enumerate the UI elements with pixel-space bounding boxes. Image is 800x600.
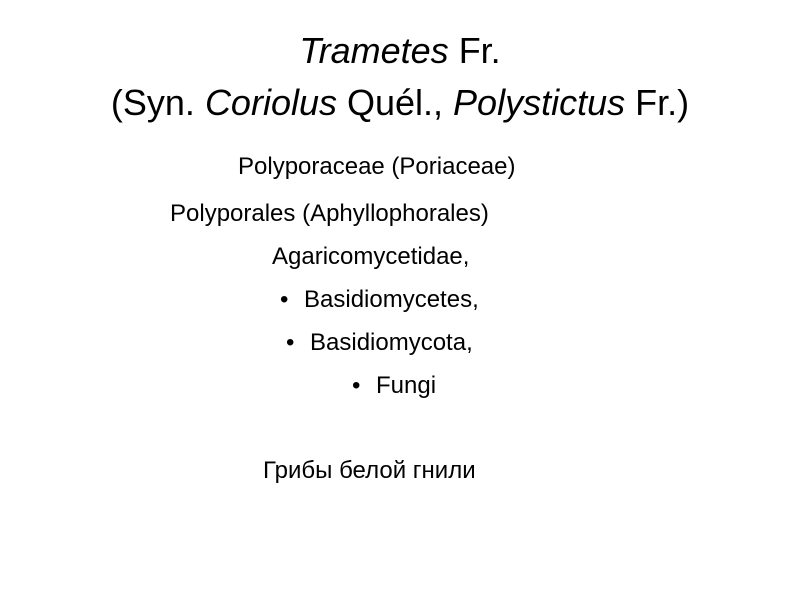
- synonym-coriolus-author: Quél.,: [336, 82, 454, 123]
- order-line: Polyporales (Aphyllophorales): [170, 200, 489, 227]
- bullet-item-label: Basidiomycetes,: [304, 286, 479, 313]
- family-line: Polyporaceae (Poriaceae): [238, 153, 516, 180]
- bullet-marker: •: [280, 286, 289, 313]
- synonym-polystictus: Polystictus: [453, 82, 626, 123]
- bullet-marker: •: [286, 329, 295, 356]
- slide-title-line-2: [0, 82, 800, 124]
- synonym-prefix: (Syn.: [110, 82, 205, 123]
- bullet-item-basidiomycota: [286, 328, 473, 358]
- genus-author: Fr.: [448, 30, 501, 71]
- slide-title-line-1: [0, 30, 800, 72]
- bullet-item-label: Basidiomycota,: [310, 329, 473, 356]
- bullet-item-label: Fungi: [376, 372, 437, 399]
- synonym-polystictus-author: Fr.): [625, 82, 690, 123]
- synonym-coriolus: Coriolus: [204, 82, 337, 123]
- subclass-line: Agaricomycetidae,: [272, 243, 470, 270]
- bullet-item-basidiomycetes: [280, 285, 479, 315]
- bullet-item-fungi: [352, 371, 436, 401]
- white-rot-fungi-label: Грибы белой гнили: [263, 457, 476, 484]
- bullet-marker: •: [352, 372, 361, 399]
- genus-name: Trametes: [299, 30, 449, 71]
